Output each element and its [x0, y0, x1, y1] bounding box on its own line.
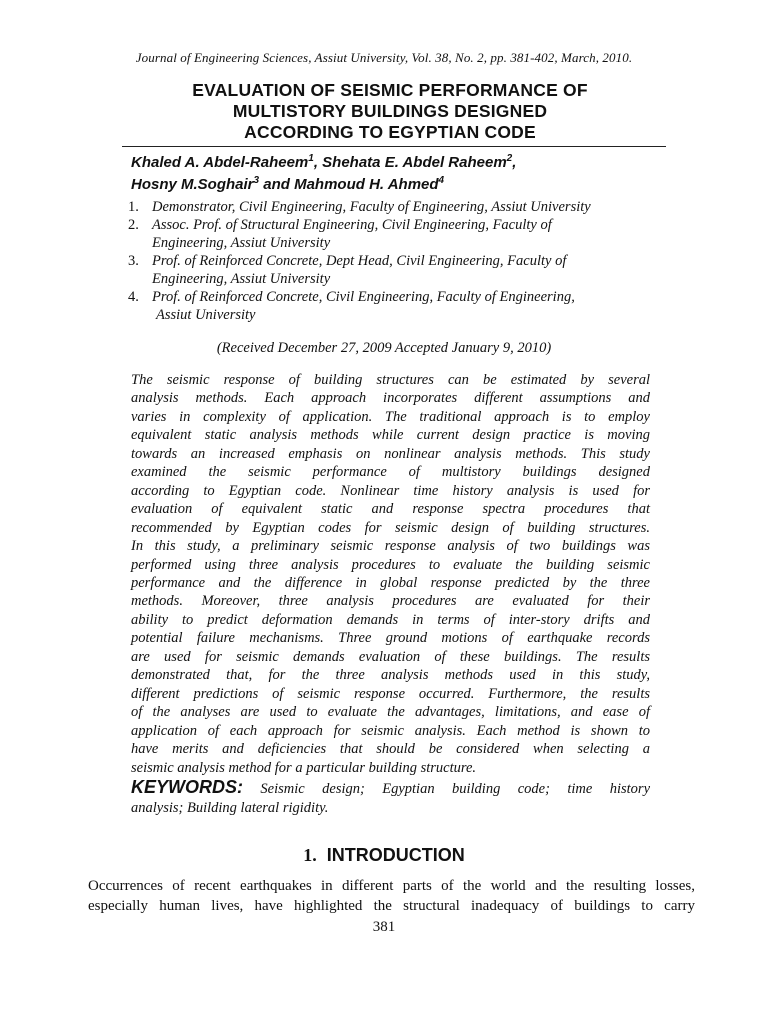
abstract-line: according to Egyptian code. Nonlinear time history analysis is used for: [131, 482, 650, 499]
section-title: INTRODUCTION: [326, 845, 465, 865]
abstract-line: demonstrated that, for the three analysis methods used in this study,: [131, 667, 650, 684]
abstract-line: evaluation of equivalent static and response spectra procedures that: [131, 501, 650, 518]
keywords-line: [131, 778, 650, 799]
paper-title: [100, 80, 680, 143]
abstract: [131, 371, 650, 777]
author-line: [131, 152, 516, 174]
abstract-line: ability to predict deformation demands in terms of inter-story drifts and: [131, 611, 650, 628]
keywords-label: KEYWORDS:: [131, 777, 243, 797]
affiliation-text: Prof. of Reinforced Concrete, Dept Head, Civil Engineering, Faculty of: [152, 253, 567, 269]
keywords-line: [131, 799, 650, 818]
affiliation-text: Assoc. Prof. of Structural Engineering, Civil Engineering, Faculty of: [152, 217, 552, 233]
body-line: especially human lives, have highlighted the structural inadequacy of buildings to carry: [88, 898, 695, 914]
title-divider: [122, 146, 666, 147]
keywords-text: Seismic design; Egyptian building code; time history: [260, 781, 651, 797]
body-line: Occurrences of recent earthquakes in different parts of the world and the resulting losses,: [88, 878, 695, 894]
keywords: [131, 778, 650, 818]
author-superscript: 2: [506, 153, 513, 164]
abstract-line: performed using three analysis procedures to evaluate the building seismic: [131, 556, 650, 573]
affiliation-list: [128, 198, 668, 324]
paper-title-line: EVALUATION OF SEISMIC PERFORMANCE OF: [192, 80, 588, 100]
abstract-line: are used for seismic demands evaluation of these buildings. The results: [131, 648, 650, 665]
author-name: Mahmoud H. Ahmed: [294, 176, 439, 193]
author-separator: ,: [313, 154, 323, 171]
affiliation-text: Engineering, Assiut University: [152, 271, 331, 287]
affiliation-item: [128, 252, 668, 288]
affiliation-text: Demonstrator, Civil Engineering, Faculty of Engineering, Assiut University: [152, 199, 591, 215]
author-superscript: 3: [253, 175, 260, 186]
keywords-text: analysis; Building lateral rigidity.: [131, 800, 329, 816]
abstract-line: towards an increased emphasis on nonlinear analysis methods. This study: [131, 445, 650, 462]
affiliation-text: Assiut University: [156, 307, 256, 323]
abstract-line: have merits and deficiencies that should be considered when selecting a: [131, 741, 650, 758]
author-name: Shehata E. Abdel Raheem: [322, 154, 507, 171]
affiliation-item: [128, 288, 668, 324]
abstract-line: methods. Moreover, three analysis procedures are evaluated for their: [131, 593, 650, 610]
abstract-line: performance and the difference in global response predicted by the three: [131, 574, 650, 591]
affiliation-number: 3.: [128, 253, 139, 269]
author-superscript: 1: [308, 153, 314, 164]
affiliation-number: 2.: [128, 217, 139, 233]
affiliation-text: Engineering, Assiut University: [152, 235, 331, 251]
abstract-line: recommended by Egyptian codes for seismic design of building structures.: [131, 519, 650, 536]
abstract-line: The seismic response of building structures can be estimated by several: [131, 372, 650, 388]
author-list: [131, 152, 516, 196]
page-number: 381: [372, 919, 396, 935]
abstract-line: In this study, a preliminary seismic response analysis of two buildings was: [131, 538, 650, 555]
affiliation-number: 4.: [128, 289, 139, 305]
author-name: Hosny M.Soghair: [131, 176, 254, 193]
affiliation-item: [128, 216, 668, 252]
author-separator: and: [259, 176, 295, 193]
affiliation-text: Prof. of Reinforced Concrete, Civil Engineering, Faculty of Engineering,: [152, 289, 575, 305]
journal-header: Journal of Engineering Sciences, Assiut University, Vol. 38, No. 2, pp. 381-402, March, 2010.: [135, 50, 633, 65]
abstract-line: analysis methods. Each approach incorporates different assumptions and: [131, 390, 650, 407]
abstract-line: of the analyses are used to evaluate the advantages, limitations, and ease of: [131, 704, 650, 721]
author-name: Khaled A. Abdel-Raheem: [131, 154, 309, 171]
paper-title-line: MULTISTORY BUILDINGS DESIGNED: [232, 101, 548, 121]
abstract-line: examined the seismic performance of multistory buildings designed: [131, 464, 650, 481]
affiliation-item: [128, 198, 668, 216]
abstract-line: varies in complexity of application. The traditional approach is to employ: [131, 408, 650, 425]
affiliation-number: 1.: [128, 199, 139, 215]
author-superscript: 4: [438, 175, 445, 186]
abstract-line: equivalent static analysis methods while current design practice is moving: [131, 427, 650, 444]
abstract-line: application of each approach for seismic analysis. Each method is shown to: [131, 722, 650, 739]
paper-title-line: ACCORDING TO EGYPTIAN CODE: [244, 122, 536, 142]
introduction-body: [88, 876, 695, 916]
abstract-line: different predictions of seismic response occurred. Furthermore, the results: [131, 685, 650, 702]
author-separator: ,: [512, 154, 517, 171]
abstract-line: potential failure mechanisms. Three ground motions of earthquake records: [131, 630, 650, 647]
author-line: [131, 174, 516, 196]
section-number: 1.: [303, 845, 317, 865]
received-dates: (Received December 27, 2009 Accepted January 9, 2010): [216, 340, 552, 356]
abstract-line: seismic analysis method for a particular building structure.: [131, 759, 477, 776]
section-heading: [0, 845, 768, 866]
